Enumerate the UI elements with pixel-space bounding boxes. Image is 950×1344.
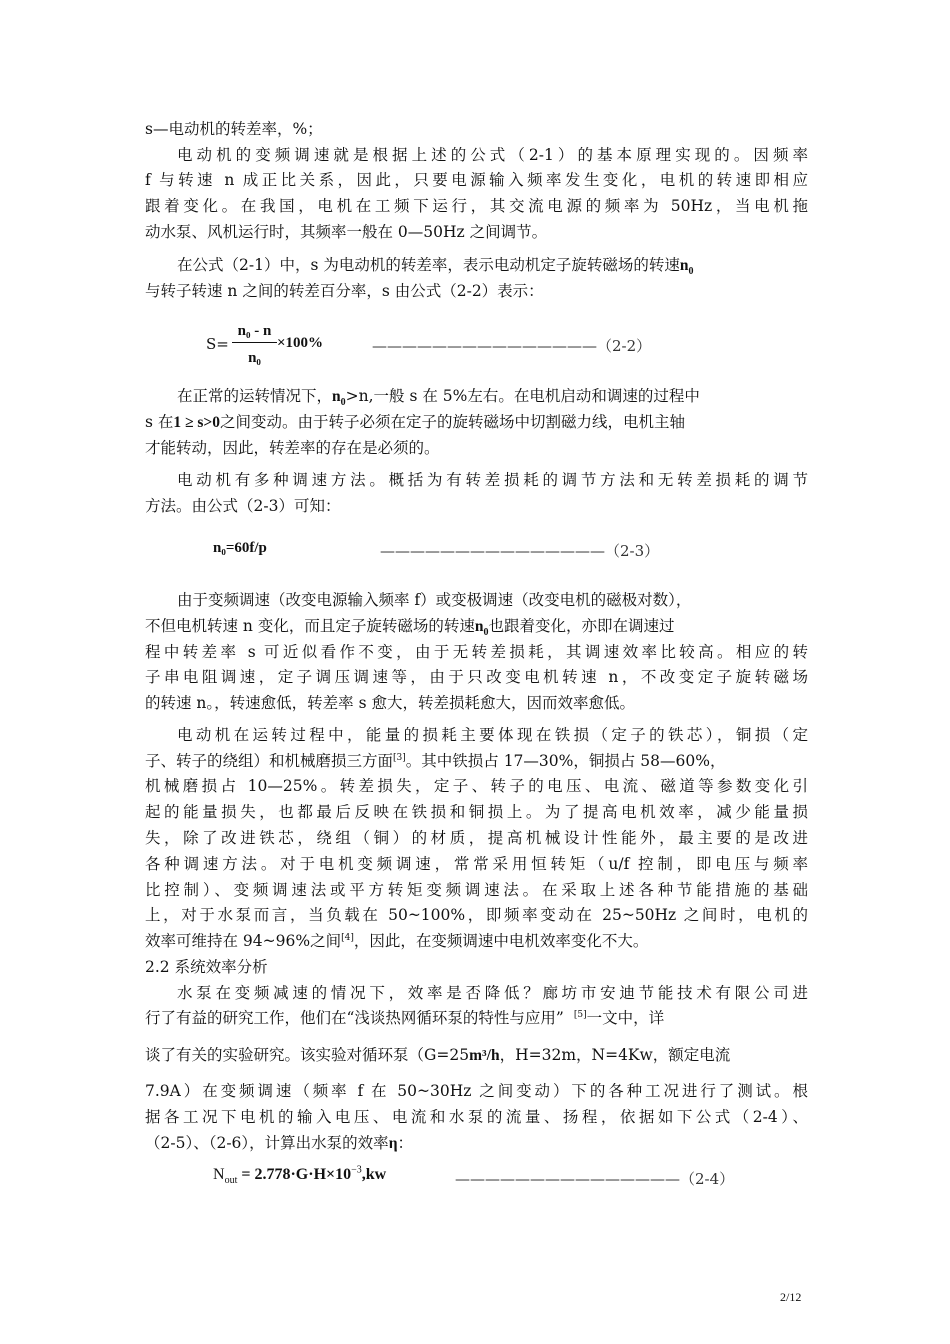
text-span: 谈了有关的实验研究。该实验对循环泵（G=25 bbox=[145, 1046, 470, 1064]
formula-2-3: n₀=60f/p bbox=[213, 540, 267, 556]
paragraph-line bbox=[145, 1005, 664, 1031]
equation-number: ———————————————（2-3） bbox=[380, 542, 660, 560]
paragraph-line: 起的能量损失，也都最后反映在铁损和铜损上。为了提高电机效率，减少能量损 bbox=[145, 803, 808, 821]
text-span: ，因此，在变频调速中电机效率变化不大。 bbox=[353, 932, 649, 950]
citation-ref[interactable]: [3] bbox=[393, 752, 406, 763]
paragraph-line: s—电动机的转差率，%； bbox=[145, 120, 323, 138]
paragraph-line: 电动机的变频调速就是根据上述的公式（2-1）的基本原理实现的。因频率 bbox=[177, 146, 808, 164]
paragraph-line: 比控制）、变频调速法或平方转矩变频调速法。在采取上述各种节能措施的基础 bbox=[145, 881, 808, 899]
text-span: 效率可维持在 94~96%之间 bbox=[145, 932, 342, 950]
slip-range: 1 ≥ s>0 bbox=[173, 414, 221, 431]
paragraph-line: 方法。由公式（2-3）可知： bbox=[145, 497, 341, 515]
paragraph-line: 的转速 n。，转速愈低，转差率 s 愈大，转差损耗愈大，因而效率愈低。 bbox=[145, 694, 635, 712]
paragraph-line: 子串电阻调速，定子调压调速等，由于只改变电机转速 n，不改变定子旋转磁场 bbox=[145, 668, 808, 686]
symbol-n0: $n_0$ bbox=[474, 618, 489, 639]
text-span: 在正常的运转情况下， bbox=[177, 387, 333, 405]
formula-unit: ,kw bbox=[361, 1166, 387, 1183]
paragraph-line: 电动机在运转过程中，能量的损耗主要体现在铁损（定子的铁芯），铜损（定 bbox=[177, 726, 808, 744]
formula-subscript: out bbox=[224, 1175, 238, 1187]
paragraph-line: 7.9A）在变频调速（频率 f 在 50~30Hz 之间变动）下的各种工况进行了测试。根 bbox=[145, 1082, 808, 1100]
paragraph-line: 机械磨损占 10—25%。转差损失，定子、转子的电压、电流、磁道等参数变化引 bbox=[145, 777, 808, 795]
paragraph-line: 水泵在变频减速的情况下，效率是否降低？廊坊市安迪节能技术有限公司进 bbox=[177, 984, 808, 1002]
text-span: 也跟着变化，亦即在调速过 bbox=[488, 617, 675, 635]
paragraph-line: 电动机有多种调速方法。概括为有转差损耗的调节方法和无转差损耗的调节 bbox=[177, 471, 808, 489]
formula-fraction bbox=[232, 322, 277, 367]
text-span: 之间变动。由于转子必须在定子的旋转磁场中切割磁力线，电机主轴 bbox=[220, 413, 686, 431]
paragraph-line: 才能转动，因此，转差率的存在是必须的。 bbox=[145, 439, 440, 457]
text-span: 在公式（2-1）中，s 为电动机的转差率，表示电动机定子旋转磁场的转速 bbox=[177, 256, 680, 274]
equation-number: ———————————————（2-2） bbox=[372, 337, 652, 355]
paragraph-line: 各种调速方法。对于电机变频调速，常常采用恒转矩（u/f 控制，即电压与频率 bbox=[145, 855, 808, 873]
equation-number: ———————————————（2-4） bbox=[455, 1170, 735, 1188]
formula-rhs: = 2.778·G·H×10 bbox=[237, 1166, 352, 1183]
symbol-n0: $n_0$ bbox=[679, 257, 694, 278]
paragraph-line: 上，对于水泵而言，当负载在 50~100%，即频率变动在 25~50Hz 之间时，电机的 bbox=[145, 906, 808, 924]
paragraph-line bbox=[145, 1042, 730, 1069]
paragraph-line bbox=[145, 928, 648, 954]
text-span: 子、转子的绕组）和机械磨损三方面 bbox=[145, 752, 394, 770]
section-heading: 2.2 系统效率分析 bbox=[145, 958, 268, 976]
paragraph-line: 程中转差率 s 可近似看作不变，由于无转差损耗，其调速效率比较高。相应的转 bbox=[145, 643, 808, 661]
text-span: 行了有益的研究工作，他们在“浅谈热网循环泵的特性与应用” bbox=[145, 1009, 564, 1027]
text-span: ： bbox=[397, 1134, 414, 1152]
paragraph-line: 与转子转速 n 之间的转差百分率，s 由公式（2-2）表示： bbox=[145, 282, 544, 300]
paragraph-line bbox=[177, 252, 693, 279]
symbol-n0: $n_0$ bbox=[332, 388, 346, 409]
text-span: ，H=32m，N=4Kw，额定电流 bbox=[499, 1046, 731, 1064]
paragraph-line: 失，除了改进铁芯，绕组（铜）的材质，提高机械设计性能外，最主要的是改进 bbox=[145, 829, 808, 847]
fraction-numerator: n₀ - n bbox=[232, 322, 277, 343]
formula-suffix: ×100% bbox=[277, 335, 324, 351]
paragraph-line bbox=[177, 383, 700, 410]
formula-lhs: N bbox=[213, 1166, 225, 1183]
paragraph-line: 动水泵、风机运行时，其频率一般在 0—50Hz 之间调节。 bbox=[145, 223, 548, 241]
text-span: 。其中铁损占 17—30%，铜损占 58—60%， bbox=[405, 752, 726, 770]
fraction-denominator: n₀ bbox=[248, 350, 261, 366]
paragraph-line: 由于变频调速（改变电源输入频率 f）或变极调速（改变电机的磁极对数）， bbox=[177, 591, 692, 609]
formula-2-4 bbox=[213, 1164, 387, 1187]
citation-ref[interactable]: [5] bbox=[573, 1009, 587, 1020]
paragraph-line: 据各工况下电机的输入电压、电流和水泵的流量、扬程，依据如下公式（2-4）、 bbox=[145, 1108, 808, 1126]
symbol-eta: η bbox=[388, 1135, 398, 1152]
page-number: 2/12 bbox=[780, 1290, 802, 1304]
paragraph-line: f 与转速 n 成正比关系，因此，只要电源输入频率发生变化，电机的转速即相应 bbox=[145, 171, 808, 189]
paragraph-line: 跟着变化。在我国，电机在工频下运行，其交流电源的频率为 50Hz，当电机拖 bbox=[145, 197, 808, 215]
text-span: 一文中，详 bbox=[586, 1009, 665, 1027]
text-span: >n,一般 s 在 5%左右。在电机启动和调速的过程中 bbox=[345, 387, 700, 405]
paragraph-line bbox=[145, 748, 725, 774]
formula-exponent: −3 bbox=[351, 1164, 362, 1176]
paragraph-line bbox=[145, 613, 674, 640]
unit-m3h: m³/h bbox=[469, 1047, 500, 1064]
citation-ref[interactable]: [4] bbox=[341, 932, 354, 943]
text-span: （2-5）、（2-6），计算出水泵的效率 bbox=[145, 1134, 389, 1152]
text-span: 不但电机转速 n 变化，而且定子旋转磁场的转速 bbox=[145, 617, 475, 635]
paragraph-line bbox=[145, 1130, 413, 1157]
formula-prefix: S= bbox=[206, 335, 229, 353]
paragraph-line bbox=[145, 409, 685, 436]
text-span: s 在 bbox=[145, 413, 174, 431]
